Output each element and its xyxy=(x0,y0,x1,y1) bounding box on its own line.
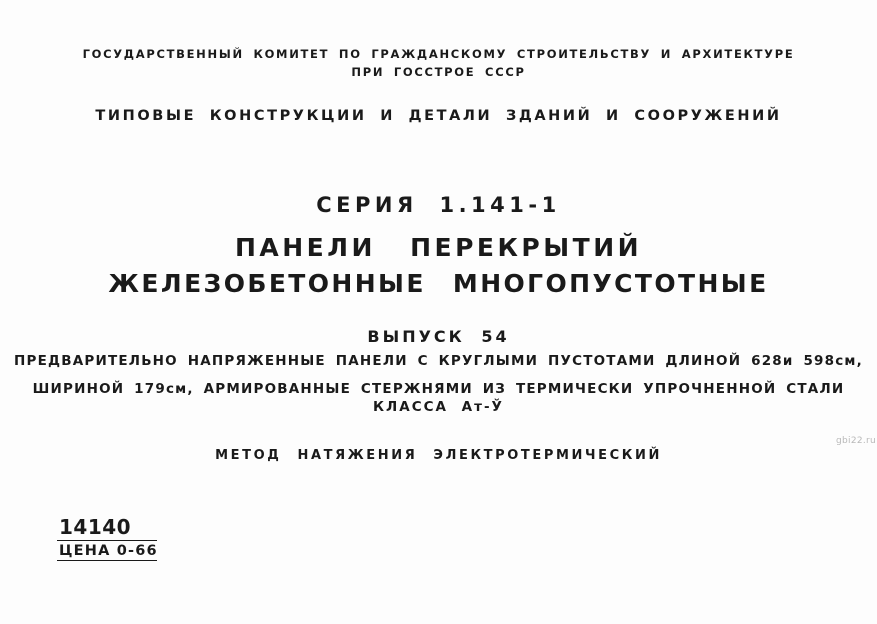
description-line-1: ПРЕДВАРИТЕЛЬНО НАПРЯЖЕННЫЕ ПАНЕЛИ С КРУГЛЫМИ ПУСТОТАМИ ДЛИНОЙ 628и 598см, xyxy=(13,353,863,369)
organization-line-2: ПРИ ГОССТРОЕ СССР xyxy=(351,65,526,79)
watermark-label: gbi22.ru xyxy=(836,436,877,446)
series-number: СЕРИЯ 1.141-1 xyxy=(316,193,561,217)
description-line-3: КЛАССА Ат-Ў xyxy=(373,399,504,415)
main-title-line-1: ПАНЕЛИ ПЕРЕКРЫТИЙ xyxy=(234,233,643,262)
collection-title: ТИПОВЫЕ КОНСТРУКЦИИ И ДЕТАЛИ ЗДАНИЙ И СООРУЖЕНИЙ xyxy=(95,108,782,124)
stamp-code: 14140 xyxy=(59,515,132,539)
price-stamp xyxy=(57,516,162,561)
organization-line-1: ГОСУДАРСТВЕННЫЙ КОМИТЕТ ПО ГРАЖДАНСКОМУ СТРОИТЕЛЬСТВУ И АРХИТЕКТУРЕ xyxy=(82,47,795,61)
stamp-price: ЦЕНА 0-66 xyxy=(59,543,158,559)
main-title-line-2: ЖЕЛЕЗОБЕТОННЫЕ МНОГОПУСТОТНЫЕ xyxy=(108,269,769,298)
stamp-bottom-rule xyxy=(57,560,157,561)
stamp-divider xyxy=(57,540,157,541)
description-line-2: ШИРИНОЙ 179см, АРМИРОВАННЫЕ СТЕРЖНЯМИ ИЗ ТЕРМИЧЕСКИ УПРОЧНЕННОЙ СТАЛИ xyxy=(32,381,845,397)
method-line: МЕТОД НАТЯЖЕНИЯ ЭЛЕКТРОТЕРМИЧЕСКИЙ xyxy=(215,448,662,463)
issue-label: ВЫПУСК 54 xyxy=(367,327,510,346)
